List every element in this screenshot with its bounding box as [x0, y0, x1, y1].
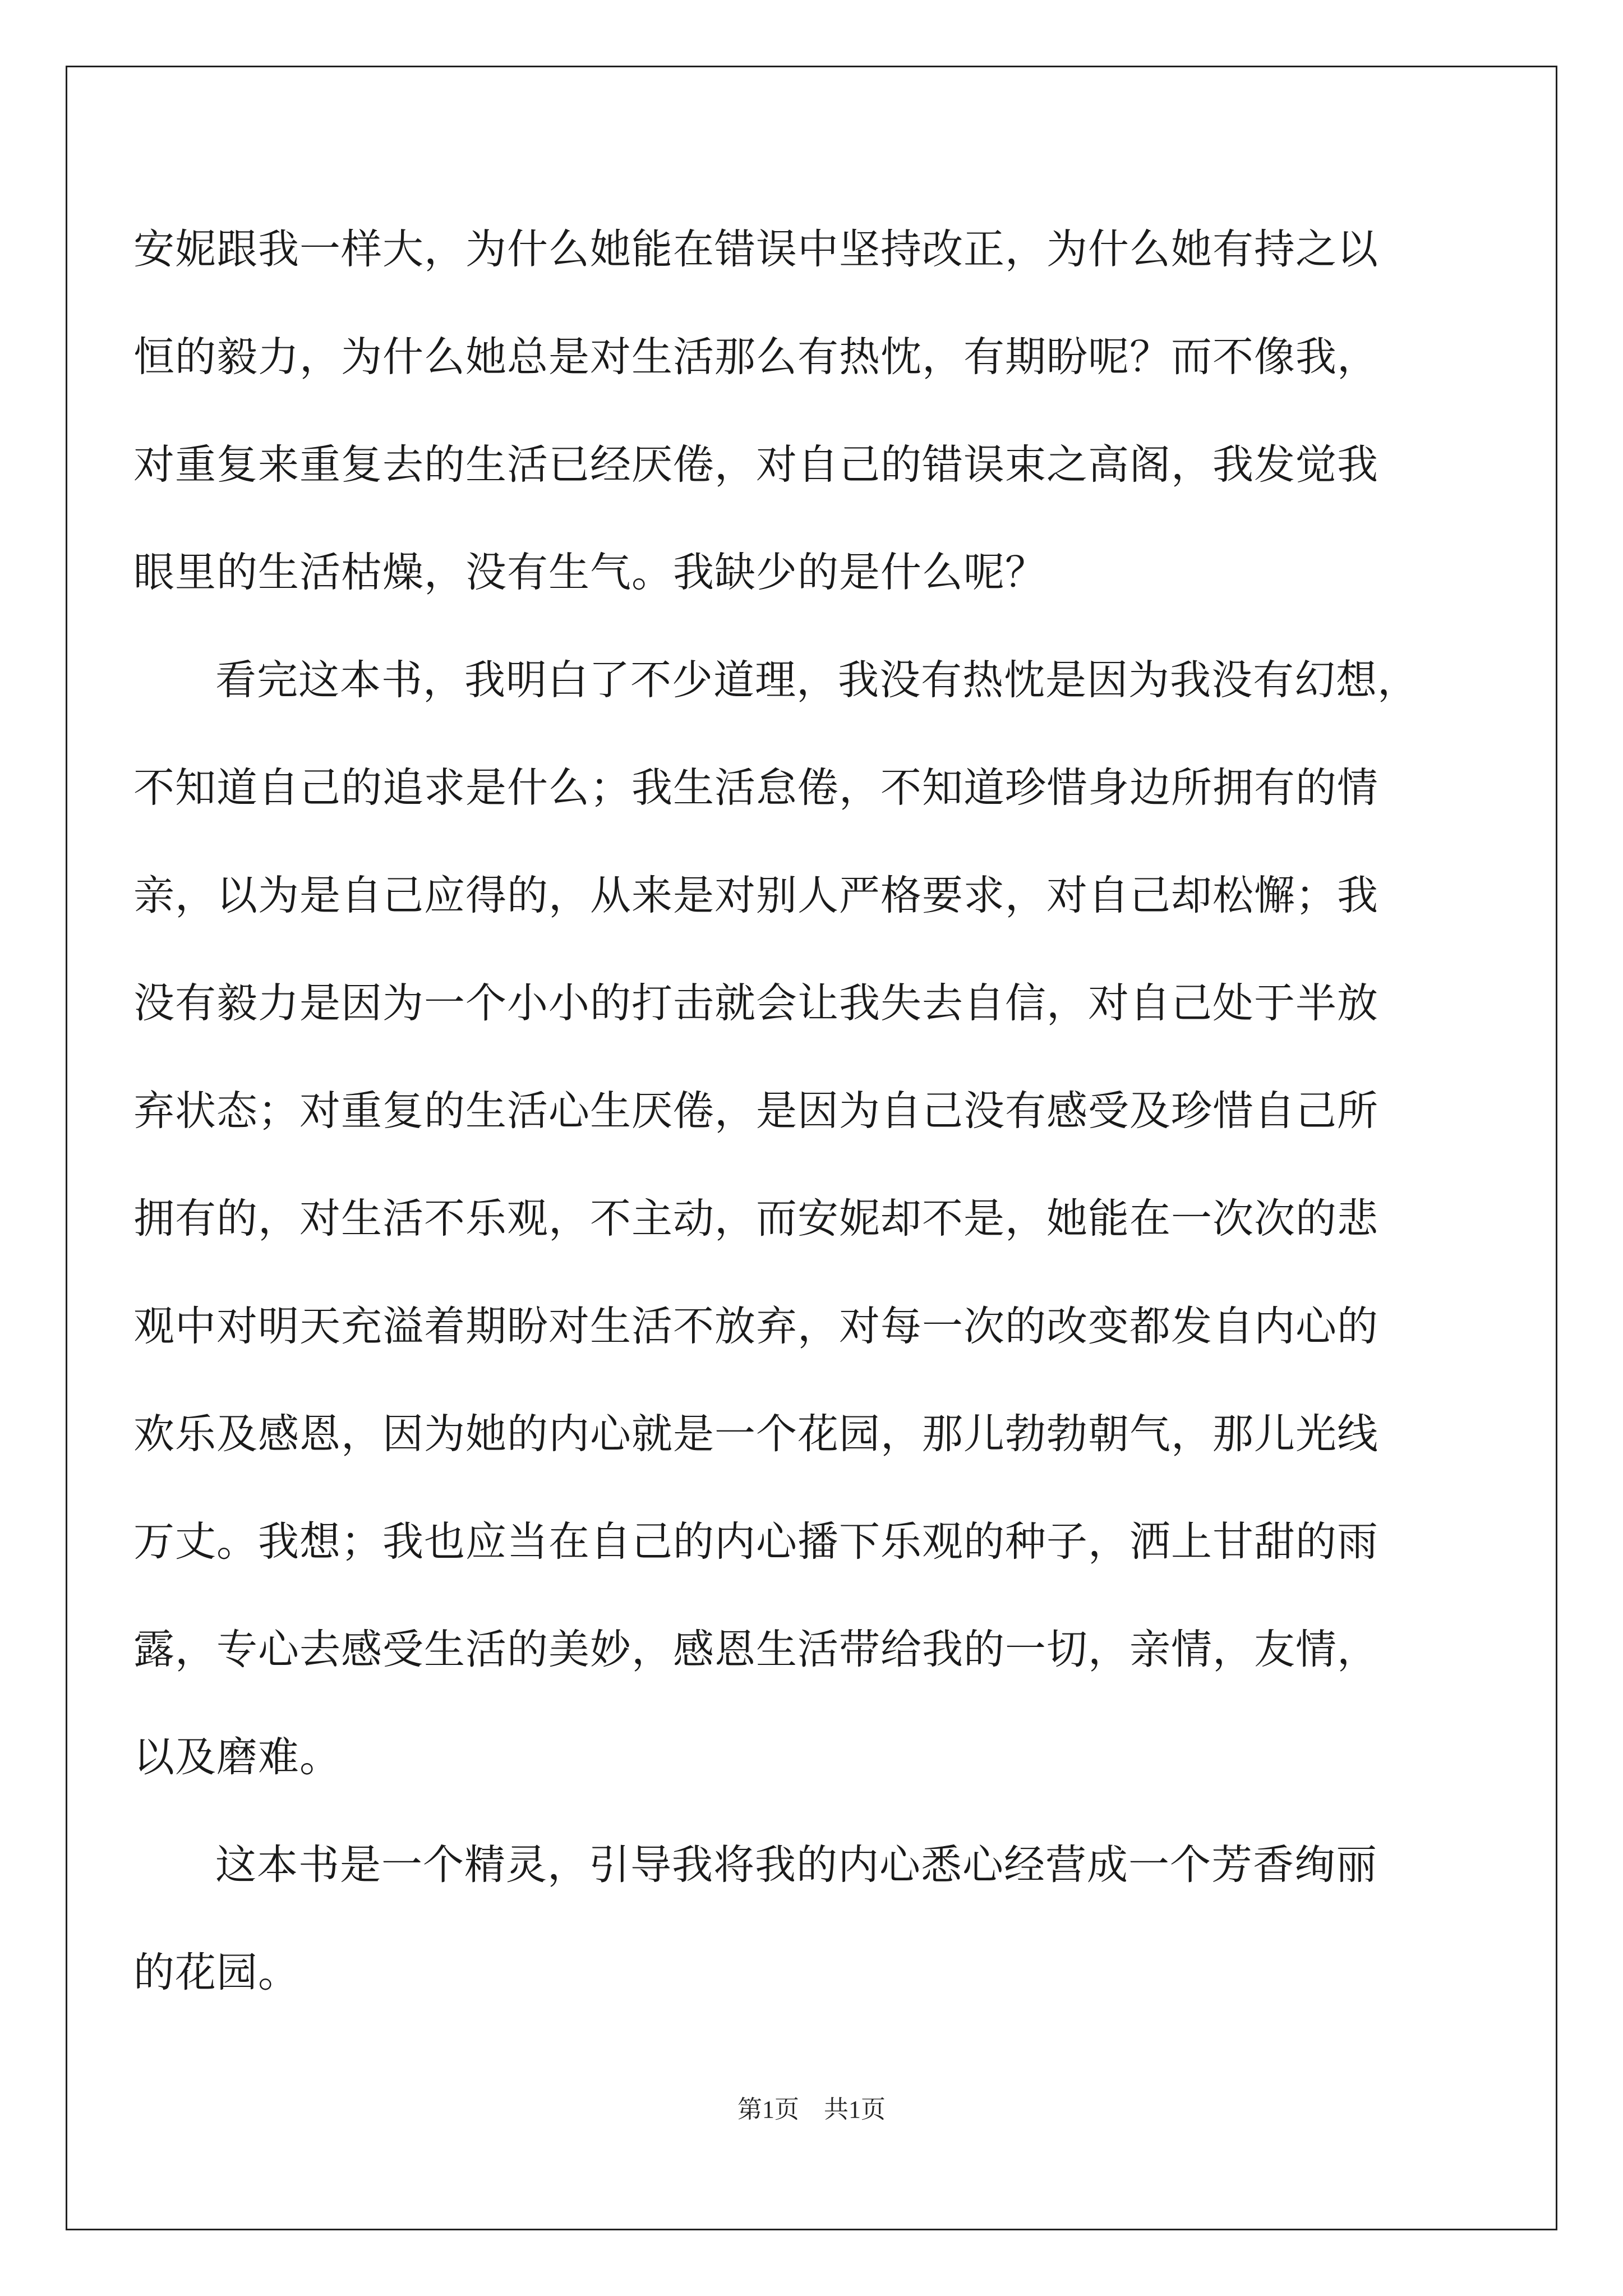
text-line: 弃状态；对重复的生活心生厌倦，是因为自己没有感受及珍惜自己所 [133, 1087, 1378, 1135]
text-line: 以及磨难。 [133, 1733, 341, 1781]
text-line: 安妮跟我一样大，为什么她能在错误中坚持改正，为什么她有持之以 [133, 226, 1378, 273]
text-line: 不知道自己的追求是什么；我生活怠倦，不知道珍惜身边所拥有的情 [133, 764, 1378, 812]
text-line: 恒的毅力，为什么她总是对生活那么有热忱，有期盼呢？而不像我， [133, 333, 1378, 381]
text-line: 对重复来重复去的生活已经厌倦，对自己的错误束之高阁，我发觉我 [133, 441, 1378, 489]
text-line: 拥有的，对生活不乐观，不主动，而安妮却不是，她能在一次次的悲 [133, 1195, 1378, 1243]
text-line: 的花园。 [133, 1949, 299, 1996]
paragraph-start-line: 看完这本书，我明白了不少道理，我没有热忱是因为我没有幻想， [215, 656, 1419, 704]
text-line: 亲，以为是自己应得的，从来是对别人严格要求，对自己却松懈；我 [133, 872, 1378, 919]
page-number-current: 第1页 [737, 2096, 799, 2123]
text-line: 万丈。我想；我也应当在自己的内心播下乐观的种子，洒上甘甜的雨 [133, 1518, 1378, 1566]
paragraph-start-line: 这本书是一个精灵，引导我将我的内心悉心经营成一个芳香绚丽 [215, 1841, 1377, 1889]
text-line: 露，专心去感受生活的美妙，感恩生活带给我的一切，亲情，友情， [133, 1626, 1378, 1673]
page-footer [0, 2093, 1623, 2127]
page-number-total: 共1页 [824, 2096, 886, 2123]
text-line: 观中对明天充溢着期盼对生活不放弃，对每一次的改变都发自内心的 [133, 1303, 1378, 1350]
text-line: 欢乐及感恩，因为她的内心就是一个花园，那儿勃勃朝气，那儿光线 [133, 1410, 1378, 1458]
page-border [66, 66, 1557, 2230]
text-line: 眼里的生活枯燥，没有生气。我缺少的是什么呢？ [133, 549, 1046, 596]
text-line: 没有毅力是因为一个小小的打击就会让我失去自信，对自己处于半放 [133, 979, 1378, 1027]
